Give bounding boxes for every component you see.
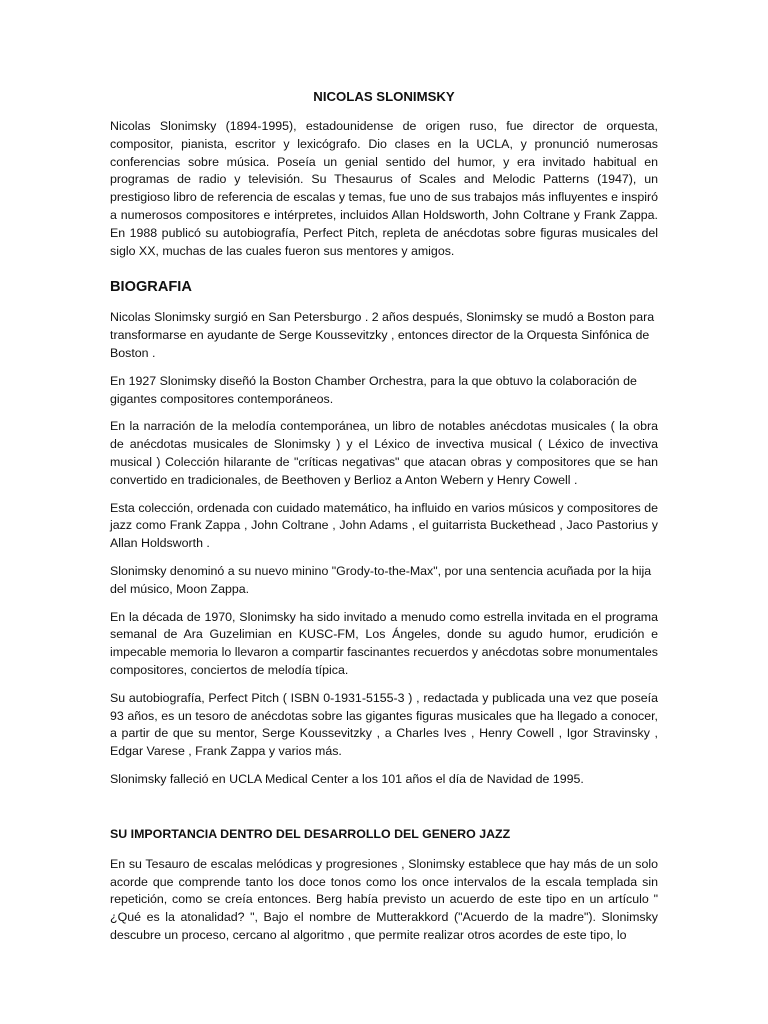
biografia-paragraph-6: En la década de 1970, Slonimsky ha sido invitado a menudo como estrella invitada en el programa semanal de Ara Guzelimian en KUSC-FM, Los Ángeles, donde su agudo humor, erudición e impecable memoria lo llevaron a compartir fascinantes recuerdos y anécdotas sobre monumentales compositores, conciertos de melodía típica.	[110, 609, 658, 677]
document-title: NICOLAS SLONIMSKY	[313, 89, 455, 104]
biografia-paragraph-5: Slonimsky denominó a su nuevo minino "Grody-to-the-Max", por una sentencia acuñada por la hija del músico, Moon Zappa.	[110, 563, 652, 596]
biografia-paragraph-2: En 1927 Slonimsky diseñó la Boston Chamber Orchestra, para la que obtuvo la colaboración de gigantes compositores contemporáneos.	[110, 373, 637, 406]
document-page	[110, 88, 658, 955]
section-heading-biografia: BIOGRAFIA	[110, 279, 192, 296]
biografia-paragraph-4: Esta colección, ordenada con cuidado matemático, ha influido en varios músicos y compositores de jazz como Frank Zappa , John Coltrane , John Adams , el guitarrista Buckethead , Jaco Pastorius y Allan Holdsworth .	[110, 500, 658, 551]
biografia-paragraph-7: Su autobiografía, Perfect Pitch ( ISBN 0-1931-5155-3 ) , redactada y publicada una vez que poseía 93 años, es un tesoro de anécdotas sobre las gigantes figuras musicales que ha llegado a conocer, a partir de que su mentor, Serge Koussevitzky , a Charles Ives , Henry Cowell , Igor Stravinsky , Edgar Varese , Frank Zappa y varios más.	[110, 690, 658, 759]
intro-paragraph: Nicolas Slonimsky (1894-1995), estadounidense de origen ruso, fue director de orquesta, compositor, pianista, escritor y lexicógrafo. Dio clases en la UCLA, y pronunció numerosas conferencias sobre música. Poseía un genial sentido del humor, y era invitado habitual en programas de radio y televisión. Su Thesaurus of Scales and Melodic Patterns (1947), un prestigioso libro de referencia de escalas y temas, fue uno de sus trabajos más influyentes e inspiró a numerosos compositores e intérpretes, incluidos Allan Holdsworth, John Coltrane y Frank Zappa. En 1988 publicó su autobiografía, Perfect Pitch, repleta de anécdotas sobre figuras musicales del siglo XX, muchas de las cuales fueron sus mentores y amigos.	[110, 119, 658, 258]
biografia-paragraph-1: Nicolas Slonimsky surgió en San Petersburgo . 2 años después, Slonimsky se mudó a Boston para transformarse en ayudante de Serge Koussevitzky , entonces director de la Orquesta Sinfónica de Boston .	[110, 310, 655, 360]
section-heading-jazz: SU IMPORTANCIA DENTRO DEL DESARROLLO DEL GENERO JAZZ	[110, 826, 511, 841]
biografia-paragraph-3: En la narración de la melodía contemporánea, un libro de notables anécdotas musicales ( la obra de anécdotas musicales de Slonimsky ) y el Léxico de invectiva musical ( Léxico de invectiva musical ) Colección hilarante de "críticas negativas" que atacan obras y compositores que se han convertido en tradicionales, de Beethoven y Berlioz a Anton Webern y Henry Cowell .	[110, 419, 658, 487]
biografia-paragraph-8: Slonimsky falleció en UCLA Medical Center a los 101 años el día de Navidad de 1995.	[110, 771, 584, 786]
jazz-paragraph-1: En su Tesauro de escalas melódicas y progresiones , Slonimsky establece que hay más de un solo acorde que comprende tanto los doce tonos como los once intervalos de la escala templada sin repetición, como se creía entonces. Berg había previsto un acuerdo de este tipo en un artículo " ¿Qué es la atonalidad? ", Bajo el nombre de Mutterakkord ("Acuerdo de la madre"). Slonimsky descubre un proceso, cercano al algoritmo , que permite realizar otros acordes de este tipo, lo	[110, 856, 658, 942]
